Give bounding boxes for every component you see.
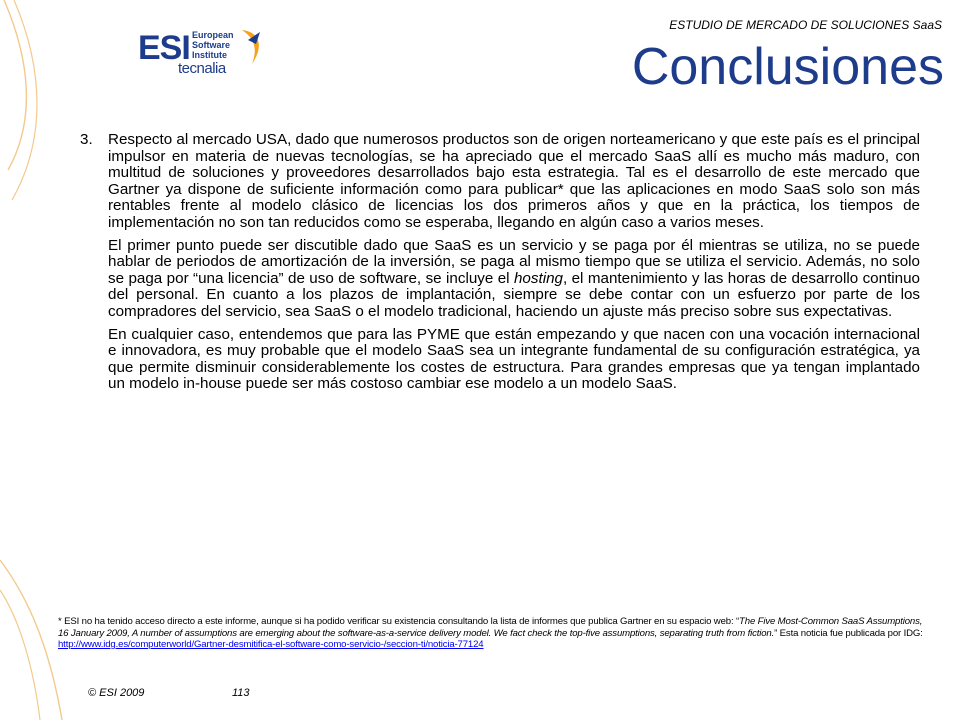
logo-mark: ESI: [138, 29, 190, 67]
footnote-text-a: * ESI no ha tenido acceso directo a este informe, aunque si ha podido verificar su existencia consultando la lista de informes que publica Gartner en su espacio web: “: [58, 616, 740, 627]
logo-tecnalia: tecnalia: [178, 60, 226, 77]
footnote-link[interactable]: http://www.idg.es/computerworld/Gartner-desmitifica-el-software-como-servicio-/seccion-ti/noticia-77124: [58, 639, 484, 651]
logo-line-3: Institute: [192, 50, 227, 60]
logo-line-2: Software: [192, 40, 231, 50]
paragraph-1: [108, 132, 920, 232]
paragraph-2-emphasis: hosting: [513, 269, 563, 287]
list-item: [80, 132, 920, 399]
paragraph-3-text: En cualquier caso, entendemos que para las PYME que están empezando y que nacen con una vocación internacional e innovadora, es muy probable que el modelo SaaS sea un integrante fundamental de su configuración estratégica, ya que permite disminuir considerablemente los costes de estructura. Para grandes empresas que ya tengan implantado un modelo in-house puede ser más costoso cambiar ese modelo a un modelo SaaS.: [108, 325, 920, 393]
page-number: 113: [232, 687, 250, 699]
page-title: Conclusiones: [631, 38, 944, 96]
decorative-curves: [0, 0, 90, 720]
footnote-text-b: ” Esta noticia fue publicada por IDG:: [774, 627, 923, 639]
paragraph-2-text-a: El primer punto puede ser discutible dado que SaaS es un servicio y se paga por él mientras se utiliza, no se puede hablar de periodos de amortización de la inversión, se paga al mismo tiempo que se utiliza el servicio. Además, no solo se paga por “una licencia” de uso de software, se incluye el: [108, 236, 920, 287]
main-content: [80, 132, 920, 399]
paragraph-2-text-b: , el mantenimiento y las horas de desarrollo continuo del personal. En cuanto a los plazos de implantación, siempre se debe contar con un esfuerzo por parte de los compradores del servicio, sea SaaS o el modelo tradicional, haciendo un ajuste más preciso sobre sus expectativas.: [108, 269, 921, 320]
footer-copyright: © ESI 2009: [88, 687, 145, 699]
footnote-emphasis: The Five Most-Common SaaS Assumptions, 16 January 2009, A number of assumptions are emerging about the software-as-a-service delivery model. We fact check the top-five assumptions, separating truth from fiction.: [58, 616, 923, 639]
footnote: [58, 616, 924, 651]
logo-line-1: European: [192, 30, 234, 40]
paragraph-2: [108, 238, 920, 321]
study-title: ESTUDIO DE MERCADO DE SOLUCIONES SaaS: [669, 18, 942, 32]
esi-logo: [136, 20, 276, 80]
item-number: 3.: [80, 131, 93, 148]
paragraph-1-text: Respecto al mercado USA, dado que numerosos productos son de origen norteamericano y que este país es el principal impulsor en materia de nuevas tecnologías, se ha apreciado que el mercado SaaS allí es mucho más maduro, con multitud de soluciones y proveedores desarrollados bajo esta estrategia. Tal es el desarrollo de este mercado que Gartner ya dispone de suficiente información como para publicar* que las aplicaciones en modo SaaS solo son más rentables frente al modelo clásico de licencias los dos primeros años y que en la práctica, los tiempos de implementación no son tan reducidos como se esperaba, llegando en algún caso a varios meses.: [108, 131, 920, 231]
paragraph-3: [108, 327, 920, 393]
item-body: [108, 132, 920, 399]
logo-swoosh-icon: [238, 26, 268, 66]
